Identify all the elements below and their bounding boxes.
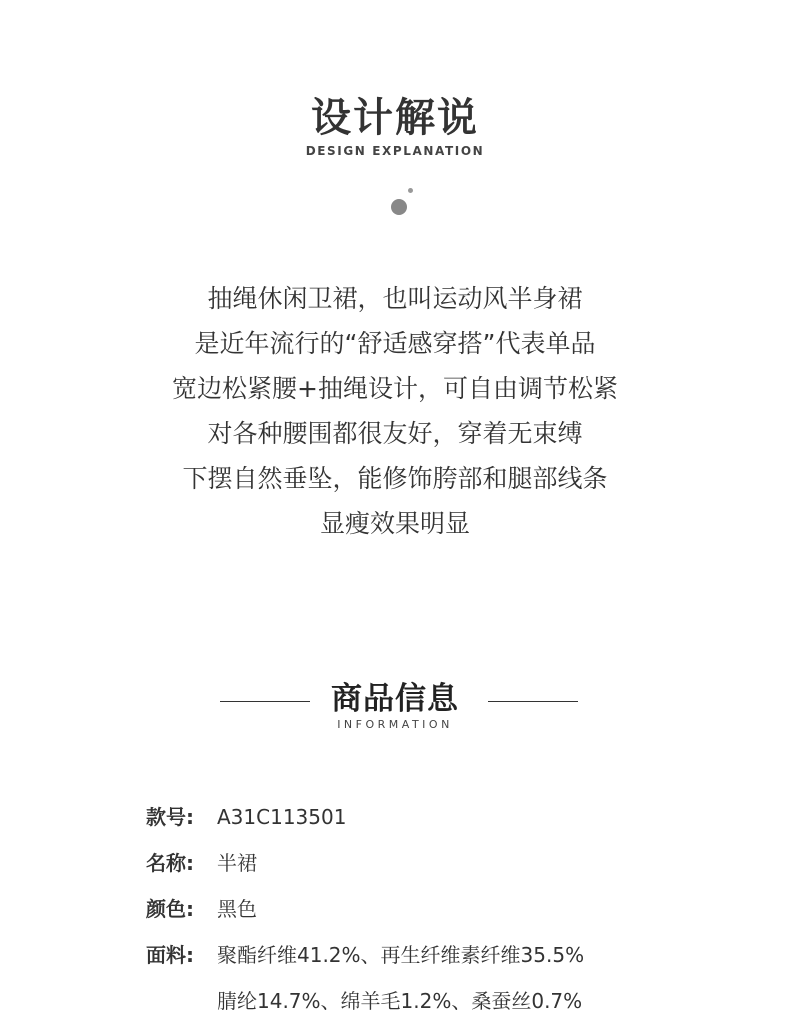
info-value: 腈纶14.7%、绵羊毛1.2%、桑蚕丝0.7%	[217, 989, 583, 1013]
info-value: 聚酯纤维41.2%、再生纤维素纤维35.5%	[217, 943, 585, 967]
info-value: A31C113501	[217, 805, 347, 829]
info-label: 款号:	[146, 805, 194, 829]
description-line: 宽边松紧腰+抽绳设计，可自由调节松紧	[172, 374, 618, 403]
info-value: 黑色	[217, 897, 257, 921]
description-line: 对各种腰围都很友好，穿着无束缚	[207, 419, 583, 448]
product-info-subtitle: INFORMATION	[337, 718, 453, 731]
design-title: 设计解说	[311, 95, 479, 141]
info-label: 名称:	[146, 851, 194, 875]
product-info-title: 商品信息	[331, 681, 459, 717]
description-line: 下摆自然垂坠，能修饰胯部和腿部线条	[182, 464, 608, 493]
description-line: 显瘦效果明显	[319, 509, 470, 538]
info-value: 半裙	[217, 851, 257, 875]
design-description	[0, 276, 790, 546]
description-line: 抽绳休闲卫裙，也叫运动风半身裙	[207, 284, 583, 313]
decorative-dot-large	[391, 199, 407, 215]
design-subtitle: DESIGN EXPLANATION	[305, 144, 485, 158]
info-label: 颜色:	[146, 897, 194, 921]
description-line: 是近年流行的“舒适感穿搭”代表单品	[194, 329, 596, 358]
info-label: 面料:	[146, 943, 194, 967]
decorative-dot-small	[408, 188, 413, 193]
